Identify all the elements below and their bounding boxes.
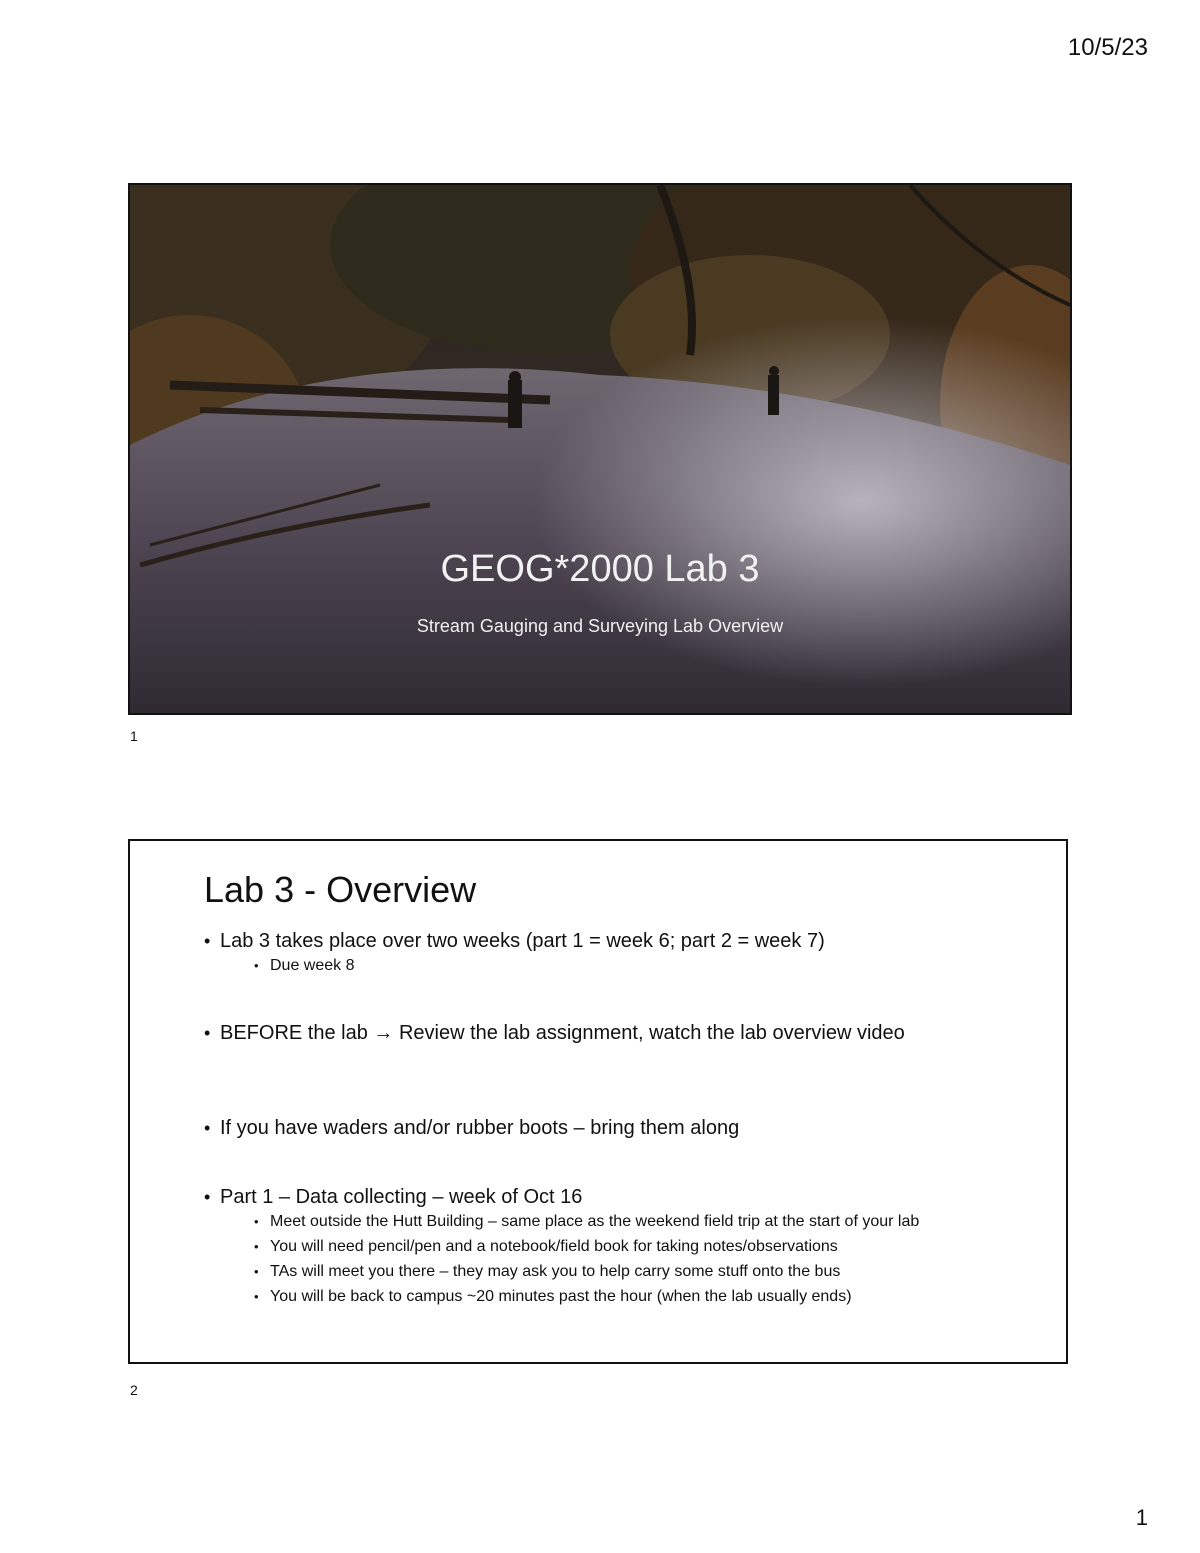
title-slide: [128, 183, 1072, 715]
sub-bullet-item: • TAs will meet you there – they may ask you to help carry some stuff onto the bus: [254, 1262, 1030, 1281]
bullet-item: [204, 1116, 1004, 1141]
bullet-item: [204, 929, 1004, 981]
bullet-text: BEFORE the lab → Review the lab assignment, watch the lab overview video: [220, 1022, 905, 1044]
sub-bullet-item: • You will need pencil/pen and a notebook/field book for taking notes/observations: [254, 1237, 1030, 1256]
bullet-item: [204, 1185, 1004, 1312]
slide-subtitle: Stream Gauging and Surveying Lab Overview: [416, 616, 784, 636]
page-number: 1: [1135, 1505, 1148, 1530]
bullet-text: If you have waders and/or rubber boots – bring them along: [220, 1117, 740, 1139]
sub-bullet-item: • Meet outside the Hutt Building – same place as the weekend field trip at the start of your lab: [254, 1212, 1030, 1231]
slide-title: Lab 3 - Overview: [204, 869, 477, 910]
bullet-text: Lab 3 takes place over two weeks (part 1 = week 6; part 2 = week 7): [220, 930, 825, 952]
slide-number: 1: [130, 728, 138, 744]
sub-bullet-list: [220, 956, 1004, 975]
sub-bullet-item: • Due week 8: [254, 956, 1030, 975]
print-date: 10/5/23: [1067, 34, 1148, 61]
bullet-item: [204, 1021, 1004, 1046]
bullet-text: Part 1 – Data collecting – week of Oct 16: [220, 1186, 583, 1208]
slide-title: GEOG*2000 Lab 3: [440, 548, 760, 590]
overview-slide: [128, 839, 1068, 1364]
slide-number: 2: [130, 1382, 138, 1398]
sub-bullet-list: [220, 1212, 1004, 1306]
sub-bullet-item: • You will be back to campus ~20 minutes past the hour (when the lab usually ends): [254, 1287, 1030, 1306]
